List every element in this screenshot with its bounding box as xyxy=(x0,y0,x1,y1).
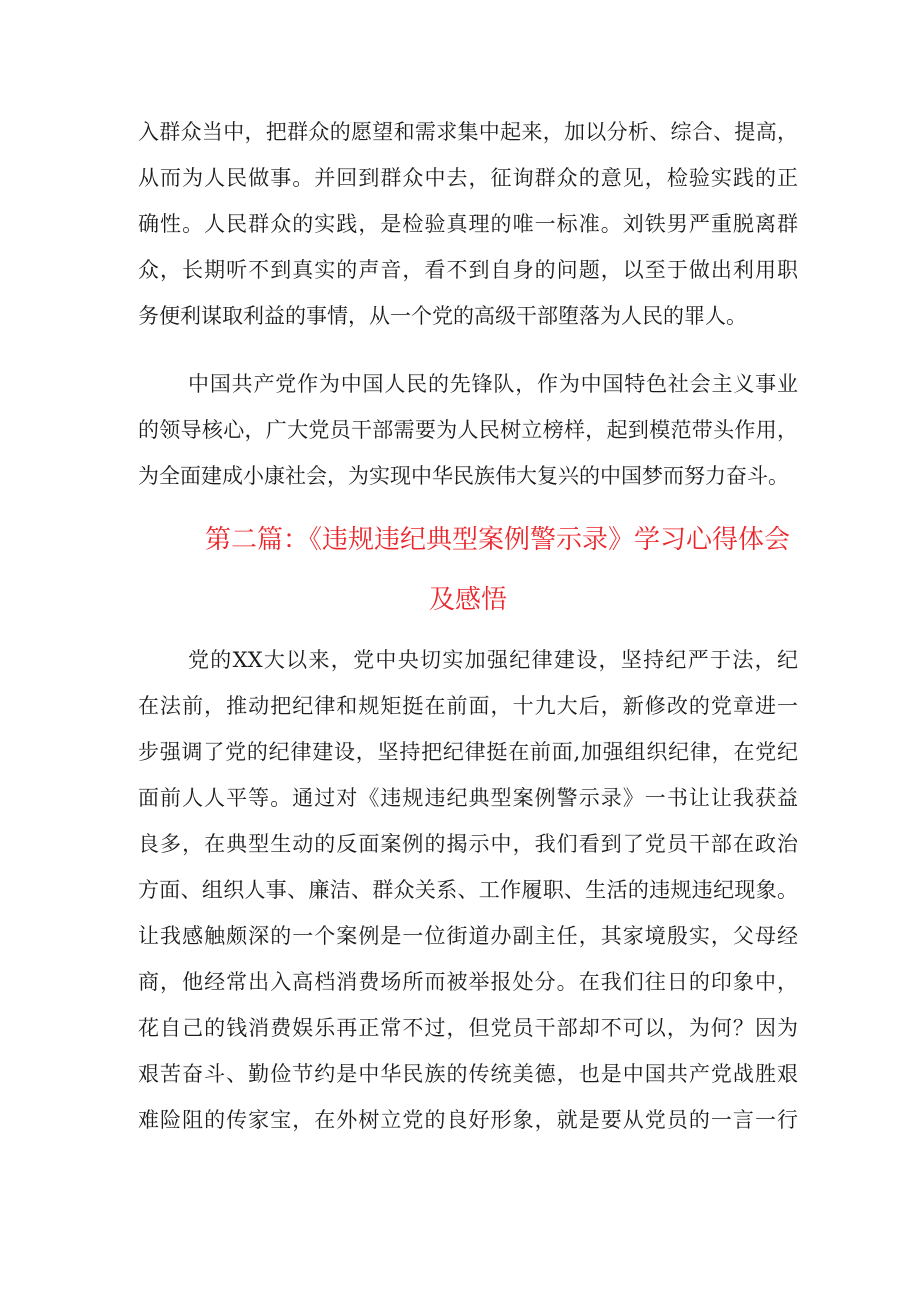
paragraph-3-line-9: 花自己的钱消费娱乐再正常不过，但党员干部却不可以，为何？因为 xyxy=(138,1016,798,1040)
paragraph-1-line-3: 确性。人民群众的实践，是检验真理的唯一标准。刘铁男严重脱离群 xyxy=(138,212,798,236)
paragraph-3-line-4: 面前人人平等。通过对《违规违纪典型案例警示录》一书让让我获益 xyxy=(138,786,798,810)
paragraph-1-line-1: 入群众当中，把群众的愿望和需求集中起来，加以分析、综合、提高， xyxy=(138,120,798,144)
paragraph-3-line-8: 商，他经常出入高档消费场所而被举报处分。在我们往日的印象中， xyxy=(138,970,798,994)
paragraph-3-line-11: 难险阻的传家宝，在外树立党的良好形象，就是要从党员的一言一行 xyxy=(138,1108,798,1132)
paragraph-3-line-6: 方面、组织人事、廉洁、群众关系、工作履职、生活的违规违纪现象。 xyxy=(138,878,798,902)
paragraph-3-line-5: 良多，在典型生动的反面案例的揭示中，我们看到了党员干部在政治 xyxy=(138,832,798,856)
paragraph-1-line-4: 众，长期听不到真实的声音，看不到自身的问题，以至于做出利用职 xyxy=(138,258,798,282)
section-heading-line-2: 及感悟 xyxy=(428,585,507,615)
paragraph-3-line-7: 让我感触颇深的一个案例是一位街道办副主任，其家境殷实，父母经 xyxy=(138,924,798,948)
paragraph-2-line-1: 中国共产党作为中国人民的先锋队，作为中国特色社会主义事业 xyxy=(188,372,798,396)
paragraph-3-line-2: 在法前，推动把纪律和规矩挺在前面，十九大后，新修改的党章进一 xyxy=(138,694,798,718)
paragraph-1-line-5: 务便利谋取利益的事情，从一个党的高级干部堕落为人民的罪人。 xyxy=(138,304,747,328)
paragraph-3-line-1: 党的XX大以来，党中央切实加强纪律建设，坚持纪严于法，纪 xyxy=(188,648,798,672)
section-heading-line-1: 第二篇：《违规违纪典型案例警示录》学习心得体会 xyxy=(204,525,790,555)
paragraph-3-line-10: 艰苦奋斗、勤俭节约是中华民族的传统美德，也是中国共产党战胜艰 xyxy=(138,1062,798,1086)
paragraph-2-line-3: 为全面建成小康社会，为实现中华民族伟大复兴的中国梦而努力奋斗。 xyxy=(138,464,789,488)
paragraph-2-line-2: 的领导核心，广大党员干部需要为人民树立榜样，起到模范带头作用， xyxy=(138,418,798,442)
paragraph-1-line-2: 从而为人民做事。并回到群众中去，征询群众的意见，检验实践的正 xyxy=(138,166,798,190)
paragraph-3-line-3: 步强调了党的纪律建设，坚持把纪律挺在前面,加强组织纪律，在党纪 xyxy=(138,740,798,764)
